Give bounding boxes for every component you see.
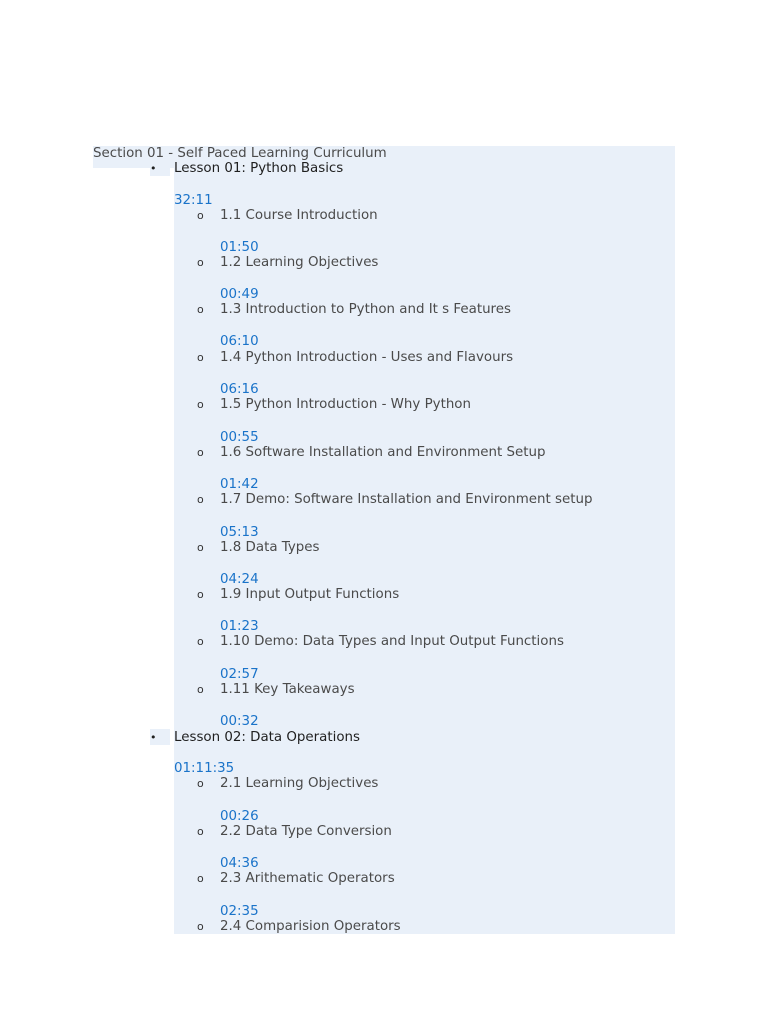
lesson-bullet: •: [150, 731, 157, 744]
lesson-title[interactable]: Lesson 02: Data Operations: [174, 730, 361, 745]
lesson-item-title[interactable]: 1.5 Python Introduction - Why Python: [220, 397, 471, 412]
lesson-item-duration: 04:24: [220, 572, 259, 587]
lesson-duration: 01:11:35: [174, 761, 235, 776]
lesson-item-duration: 00:49: [220, 287, 259, 302]
lesson-item-title[interactable]: 1.11 Key Takeaways: [220, 682, 355, 697]
item-bullet: o: [197, 588, 204, 601]
lesson-item-duration: 06:10: [220, 334, 259, 349]
lesson-item-duration: 02:57: [220, 667, 259, 682]
lesson-title[interactable]: Lesson 01: Python Basics: [174, 161, 344, 176]
lesson-item-title[interactable]: 1.2 Learning Objectives: [220, 255, 379, 270]
lesson-item-title[interactable]: 1.3 Introduction to Python and It s Features: [220, 302, 511, 317]
lesson-item-duration: 01:42: [220, 477, 259, 492]
lesson-item-title[interactable]: 2.4 Comparision Operators: [220, 919, 401, 934]
lesson-item-title[interactable]: 1.7 Demo: Software Installation and Environment setup: [220, 492, 593, 507]
lesson-item-title[interactable]: 2.3 Arithematic Operators: [220, 871, 395, 886]
lesson-duration: 32:11: [174, 193, 213, 208]
lesson-item-title[interactable]: 2.2 Data Type Conversion: [220, 824, 392, 839]
item-bullet: o: [197, 777, 204, 790]
item-bullet: o: [197, 446, 204, 459]
item-bullet: o: [197, 683, 204, 696]
item-bullet: o: [197, 872, 204, 885]
item-bullet: o: [197, 920, 204, 933]
lesson-item-title[interactable]: 2.1 Learning Objectives: [220, 776, 379, 791]
lesson-item-duration: 01:50: [220, 240, 259, 255]
gap: [150, 176, 174, 729]
item-bullet: o: [197, 351, 204, 364]
item-bullet: o: [197, 541, 204, 554]
lesson-item-title[interactable]: 1.1 Course Introduction: [220, 208, 378, 223]
item-bullet: o: [197, 493, 204, 506]
item-bullet: o: [197, 398, 204, 411]
lesson-bullet: •: [150, 162, 157, 175]
item-bullet: o: [197, 209, 204, 222]
item-bullet: o: [197, 256, 204, 269]
lesson-item-duration: 00:55: [220, 430, 259, 445]
lesson-item-duration: 06:16: [220, 382, 259, 397]
item-bullet: o: [197, 635, 204, 648]
lesson-item-duration: 01:23: [220, 619, 259, 634]
item-bullet: o: [197, 825, 204, 838]
lesson-item-duration: 00:32: [220, 714, 259, 729]
lesson-item-title[interactable]: 1.9 Input Output Functions: [220, 587, 400, 602]
gap: [150, 745, 174, 934]
lesson-item-title[interactable]: 1.4 Python Introduction - Uses and Flavours: [220, 350, 514, 365]
lesson-item-duration: 00:26: [220, 809, 259, 824]
lesson-item-title[interactable]: 1.6 Software Installation and Environment Setup: [220, 445, 546, 460]
lesson-item-duration: 05:13: [220, 525, 259, 540]
item-bullet: o: [197, 303, 204, 316]
section-title: Section 01 - Self Paced Learning Curriculum: [93, 146, 387, 161]
lesson-item-duration: 04:36: [220, 856, 259, 871]
lesson-item-duration: 02:35: [220, 904, 259, 919]
lesson-item-title[interactable]: 1.8 Data Types: [220, 540, 320, 555]
lesson-item-title[interactable]: 1.10 Demo: Data Types and Input Output Functions: [220, 634, 564, 649]
